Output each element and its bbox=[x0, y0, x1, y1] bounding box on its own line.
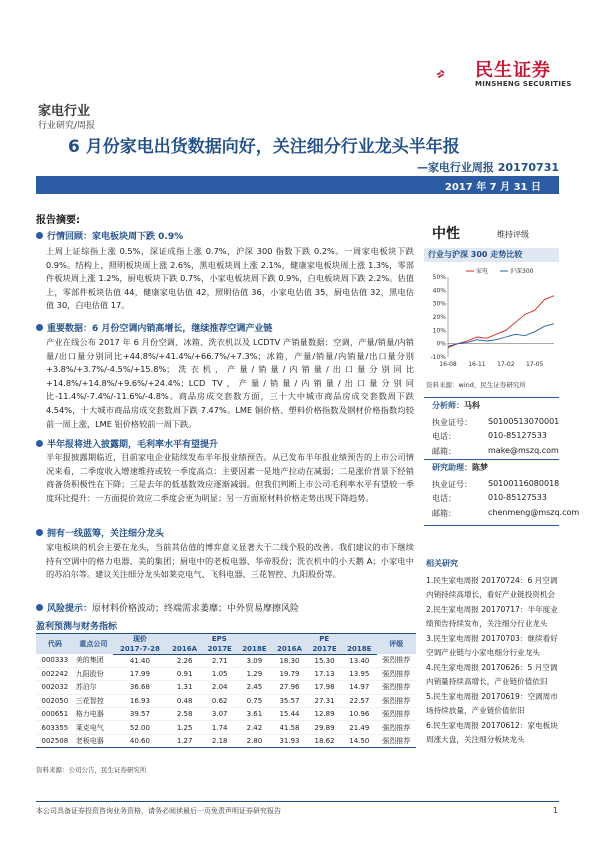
cell-price: 41.40 bbox=[113, 654, 167, 667]
cell-eps17: 0.62 bbox=[202, 694, 237, 707]
cell-pe16: 31.93 bbox=[272, 734, 307, 747]
related-title: 相关研究 bbox=[426, 559, 458, 568]
related-item-3[interactable]: 3.民生家电周报 20170703：继续看好空调产业链与小家电细分行业龙头 bbox=[426, 634, 558, 657]
related-item-4[interactable]: 4.民生家电周报 20170626：5 月空调内销量持续高增长，产业链价值依旧 bbox=[426, 663, 558, 686]
col-rating: 评级 bbox=[377, 634, 416, 655]
table-row bbox=[36, 721, 416, 734]
cell-pe16: 15.44 bbox=[272, 708, 307, 721]
analyst-divider bbox=[424, 397, 559, 398]
cell-pe17: 17.98 bbox=[307, 681, 342, 694]
summary-text-4: 家电板块的机会主要在龙头，当前其估值的博弈意义显著大于二线个股的改善。我们建议的市下继续持有空调中的格力电器、美的集团；厨电中的老板电器、华帝股份；洗衣机中的小天鹅 A；小家电中的苏泊尔等。建议关注细分龙头如莱克电气、飞科电器、三花智控、九阳股份等。 bbox=[46, 542, 414, 580]
table-source: 资料来源：公司公告，民生证券研究所 bbox=[36, 766, 147, 774]
table-row bbox=[36, 681, 416, 694]
col-pe-2017: 2017E bbox=[307, 644, 342, 654]
cell-pe18: 13.95 bbox=[342, 667, 377, 680]
col-eps: EPS bbox=[167, 634, 272, 645]
report-subtitle: —家电行业周报 20170731 bbox=[416, 161, 559, 174]
report-date: 2017 年 7 月 31 日 bbox=[444, 182, 541, 193]
cell-pe18: 14.50 bbox=[342, 734, 377, 747]
financial-table bbox=[36, 633, 416, 748]
cell-eps18: 0.75 bbox=[237, 694, 272, 707]
cell-code: 000333 bbox=[36, 654, 74, 667]
summary-text-1: 上周上证综指上涨 0.5%，深证成指上涨 0.7%，沪深 300 指数下跌 0.2%。一周家电板块下跌 0.9%。结构上，照明板块周上涨 2.6%，黑电板块周上涨 2.1%，健康家电板块周上涨 1.3%，零部件板块周上涨 1.2%，厨电板块下跌 0.7%，小家电板块周下跌 0.9%，白电板块周下跌 2.2%。估值上，零部件板块估值 44，健康家电估值 42，照明估值 36，小家电估值 35，厨电估值 32，黑电估值 30，白电估值 17。 bbox=[46, 246, 414, 311]
assistant-divider bbox=[424, 459, 559, 460]
bullet-dot-icon bbox=[36, 529, 43, 536]
cell-code: 002242 bbox=[36, 667, 74, 680]
col-code: 代码 bbox=[36, 634, 74, 655]
summary-bullet-2: 重要数据：6 月份空调内销高增长，继续推荐空调产业链 bbox=[36, 321, 272, 334]
y-tick-label: 20% bbox=[432, 314, 446, 321]
summary-text-2: 产业在线公布 2017 年 6 月份空调、冰箱、洗衣机以及 LCDTV 产销量数据：空调，产量/销量/内销量/出口量分别同比+44.8%/+41.4%/+66.7%/+7.3%；冰箱，产量/销量/内销量/出口量分别+3.8%/+3.7%/-4.5%/+15.8%；洗衣机，产量/销量/内销量/出口量分别同比+14.8%/+14.8%/+9.6%/+24.4%；LCD TV，产量/销量/内销量/出口量分别同比-11.4%/-7.4%/-11.6%/-4.8%。商品房成交套数方面，三十大中城市商品房成交套数周下跌 4.54%，十大城市商品房成交套数周下跌 7.47%。LME 铜价格、塑料价格指数及钢材价格指数均较前一周上涨，LME 铝价格较前一周下跌。 bbox=[46, 337, 414, 429]
col-price-date: 2017-7-28 bbox=[113, 644, 167, 654]
risk-line: 风险提示：原材料价格波动；终端需求萎靡；中外贸易摩擦风险 bbox=[36, 601, 299, 614]
y-tick-label: 40% bbox=[432, 287, 446, 295]
cell-eps18: 2.80 bbox=[237, 734, 272, 747]
cell-eps16: 2.58 bbox=[167, 708, 202, 721]
cell-pe18: 10.96 bbox=[342, 708, 377, 721]
col-eps-2018: 2018E bbox=[237, 644, 272, 654]
analyst-header: 分析师：马科 bbox=[432, 401, 480, 410]
cell-pe18: 13.40 bbox=[342, 654, 377, 667]
chart-source: 资料来源：wind，民生证券研究所 bbox=[426, 381, 526, 389]
col-eps-2016: 2016A bbox=[167, 644, 202, 654]
cell-price: 52.00 bbox=[113, 721, 167, 734]
cell-code: 002508 bbox=[36, 734, 74, 747]
cell-name: 三花智控 bbox=[74, 694, 113, 707]
analyst-email[interactable]: 邮箱： make@mszq.com bbox=[432, 446, 559, 456]
cell-rating: 强烈推荐 bbox=[377, 681, 416, 694]
footer-disclaimer: 本公司具备证券投资咨询业务资格，请务必阅读最后一页免责声明证券研究报告 bbox=[36, 807, 281, 815]
cell-rating: 强烈推荐 bbox=[377, 734, 416, 747]
table-row bbox=[36, 694, 416, 707]
related-item-6[interactable]: 6.民生家电周报 20170612：家电板块周涨大盘，关注细分板块龙头 bbox=[426, 721, 558, 744]
cell-pe16: 41.58 bbox=[272, 721, 307, 734]
risk-text: 原材料价格波动；终端需求萎靡；中外贸易摩擦风险 bbox=[92, 604, 300, 614]
cell-price: 16.93 bbox=[113, 694, 167, 707]
cell-eps16: 1.27 bbox=[167, 734, 202, 747]
footer-divider bbox=[36, 801, 559, 802]
assistant-phone: 电话： 010-85127533 bbox=[432, 493, 547, 503]
cell-pe17: 15.30 bbox=[307, 654, 342, 667]
cell-pe17: 12.89 bbox=[307, 708, 342, 721]
cell-pe18: 22.57 bbox=[342, 694, 377, 707]
cell-pe16: 27.96 bbox=[272, 681, 307, 694]
cell-name: 苏泊尔 bbox=[74, 681, 113, 694]
report-title: 6 月份家电出货数据向好，关注细分行业龙头半年报 bbox=[68, 137, 460, 157]
report-type: 行业研究/周报 bbox=[38, 121, 96, 131]
date-bar bbox=[36, 176, 559, 194]
cell-eps17: 1.05 bbox=[202, 667, 237, 680]
cell-eps18: 1.29 bbox=[237, 667, 272, 680]
cell-eps17: 2.04 bbox=[202, 681, 237, 694]
cell-name: 莱克电气 bbox=[74, 721, 113, 734]
table-row bbox=[36, 734, 416, 747]
summary-bullet-3: 半年报将进入披露期，毛利率水平有望提升 bbox=[36, 437, 218, 450]
summary-text-3: 半年报披露期临近，目前家电企业陆续发布半年报业绩预告。从已发布半年报业绩预告的上市公司情况来看，二季度收入增速维持或较一季度高点：主要因素一是地产拉动在减弱；二是涨价背景下经销商备货积极性在下降；三是去年的低基数效应逐渐减弱。但我们判断上市公司毛利率水平有望较一季度环比提升：一方面提价效应二季度会更为明显；另一方面原材料价格走势出现下降趋势。 bbox=[46, 452, 414, 503]
cell-name: 老板电器 bbox=[74, 734, 113, 747]
cell-name: 格力电器 bbox=[74, 708, 113, 721]
cell-eps18: 2.45 bbox=[237, 681, 272, 694]
col-price: 现价 bbox=[113, 634, 167, 645]
logo-name-cn: 民生证券 bbox=[475, 60, 551, 81]
x-tick-label: 17-05 bbox=[526, 361, 544, 368]
cell-pe16: 19.79 bbox=[272, 667, 307, 680]
cell-eps16: 2.26 bbox=[167, 654, 202, 667]
cell-eps17: 2.71 bbox=[202, 654, 237, 667]
cell-eps16: 1.31 bbox=[167, 681, 202, 694]
bullet-dot-icon bbox=[36, 440, 43, 447]
cell-pe18: 14.97 bbox=[342, 681, 377, 694]
y-tick-label: -10% bbox=[430, 354, 446, 361]
cell-price: 17.99 bbox=[113, 667, 167, 680]
trend-chart bbox=[424, 265, 559, 377]
cell-eps17: 1.74 bbox=[202, 721, 237, 734]
col-company: 重点公司 bbox=[74, 634, 113, 655]
table-row bbox=[36, 667, 416, 680]
col-eps-2017: 2017E bbox=[202, 644, 237, 654]
series-line bbox=[448, 296, 554, 348]
col-pe-2018: 2018E bbox=[342, 644, 377, 654]
related-item-2[interactable]: 2.民生家电周报 20170717：半年度业绩预告持续发布，关注细分行业龙头 bbox=[426, 605, 558, 628]
cell-eps18: 2.42 bbox=[237, 721, 272, 734]
analyst-cert: 执业证号： S0100513070001 bbox=[432, 417, 560, 427]
x-tick-label: 16-08 bbox=[439, 361, 457, 368]
y-tick-label: 0% bbox=[436, 340, 446, 348]
rating-sub: 维持评级 bbox=[497, 230, 529, 239]
series-line bbox=[448, 324, 554, 347]
cell-eps18: 3.09 bbox=[237, 654, 272, 667]
cell-price: 39.57 bbox=[113, 708, 167, 721]
page-number: 1 bbox=[553, 806, 558, 815]
summary-label: 报告摘要: bbox=[36, 215, 80, 226]
cell-eps16: 1.25 bbox=[167, 721, 202, 734]
cell-pe18: 21.49 bbox=[342, 721, 377, 734]
cell-eps18: 3.61 bbox=[237, 708, 272, 721]
y-tick-label: 50% bbox=[432, 274, 446, 281]
bullet-dot-icon bbox=[36, 604, 43, 611]
related-item-5[interactable]: 5.民生家电周报 20170619：空调周市场持续放量，产业链价值依旧 bbox=[426, 692, 558, 715]
cell-pe16: 35.57 bbox=[272, 694, 307, 707]
table-title: 盈利预测与财务指标 bbox=[36, 622, 118, 632]
bullet-dot-icon bbox=[36, 324, 43, 331]
analyst-phone: 电话： 010-85127533 bbox=[432, 431, 547, 441]
cell-rating: 强烈推荐 bbox=[377, 708, 416, 721]
table-row bbox=[36, 654, 416, 667]
cell-pe17: 18.62 bbox=[307, 734, 342, 747]
col-pe-2016: 2016A bbox=[272, 644, 307, 654]
chart-title: 行业与沪深 300 走势比较 bbox=[428, 250, 523, 259]
industry-label: 家电行业 bbox=[38, 104, 91, 119]
bullet-dot-icon bbox=[36, 232, 43, 239]
cell-price: 40.60 bbox=[113, 734, 167, 747]
cell-pe17: 17.13 bbox=[307, 667, 342, 680]
x-tick-label: 17-02 bbox=[497, 361, 515, 368]
rating-value: 中性 bbox=[432, 226, 460, 242]
table-row bbox=[36, 708, 416, 721]
legend-label: 沪深300 bbox=[510, 268, 534, 275]
y-tick-label: 10% bbox=[432, 327, 446, 335]
cell-eps16: 0.48 bbox=[167, 694, 202, 707]
minsheng-logo-icon bbox=[436, 56, 472, 92]
cell-eps16: 0.91 bbox=[167, 667, 202, 680]
chart-title-bar bbox=[424, 248, 559, 262]
related-divider bbox=[424, 525, 559, 526]
summary-bullet-1: 行情回顾：家电板块周下跌 0.9% bbox=[36, 229, 183, 242]
cell-rating: 强烈推荐 bbox=[377, 667, 416, 680]
cell-rating: 强烈推荐 bbox=[377, 654, 416, 667]
cell-rating: 强烈推荐 bbox=[377, 721, 416, 734]
assistant-cert: 执业证号： S0100116080018 bbox=[432, 479, 560, 489]
cell-price: 36.68 bbox=[113, 681, 167, 694]
cell-pe17: 29.89 bbox=[307, 721, 342, 734]
cell-name: 九阳股份 bbox=[74, 667, 113, 680]
assistant-header: 研究助理：陈梦 bbox=[432, 463, 488, 472]
cell-code: 603355 bbox=[36, 721, 74, 734]
y-tick-label: 30% bbox=[432, 300, 446, 308]
summary-bullet-4: 拥有一线蓝筹，关注细分龙头 bbox=[36, 526, 164, 539]
legend-label: 家电 bbox=[476, 268, 489, 275]
cell-code: 002050 bbox=[36, 694, 74, 707]
cell-name: 美的集团 bbox=[74, 654, 113, 667]
cell-pe17: 27.31 bbox=[307, 694, 342, 707]
cell-eps17: 3.07 bbox=[202, 708, 237, 721]
col-pe: PE bbox=[272, 634, 377, 645]
cell-eps17: 2.18 bbox=[202, 734, 237, 747]
assistant-email[interactable]: 邮箱： chenmeng@mszq.com bbox=[432, 508, 580, 518]
related-item-1[interactable]: 1.民生家电周报 20170724：6 月空调内销持续高增长，看好产业链投资机会 bbox=[426, 576, 558, 599]
cell-code: 002032 bbox=[36, 681, 74, 694]
cell-rating: 强烈推荐 bbox=[377, 694, 416, 707]
cell-code: 000651 bbox=[36, 708, 74, 721]
logo-name-en: MINSHENG SECURITIES bbox=[475, 80, 572, 88]
cell-pe16: 18.30 bbox=[272, 654, 307, 667]
x-tick-label: 16-11 bbox=[468, 361, 486, 368]
